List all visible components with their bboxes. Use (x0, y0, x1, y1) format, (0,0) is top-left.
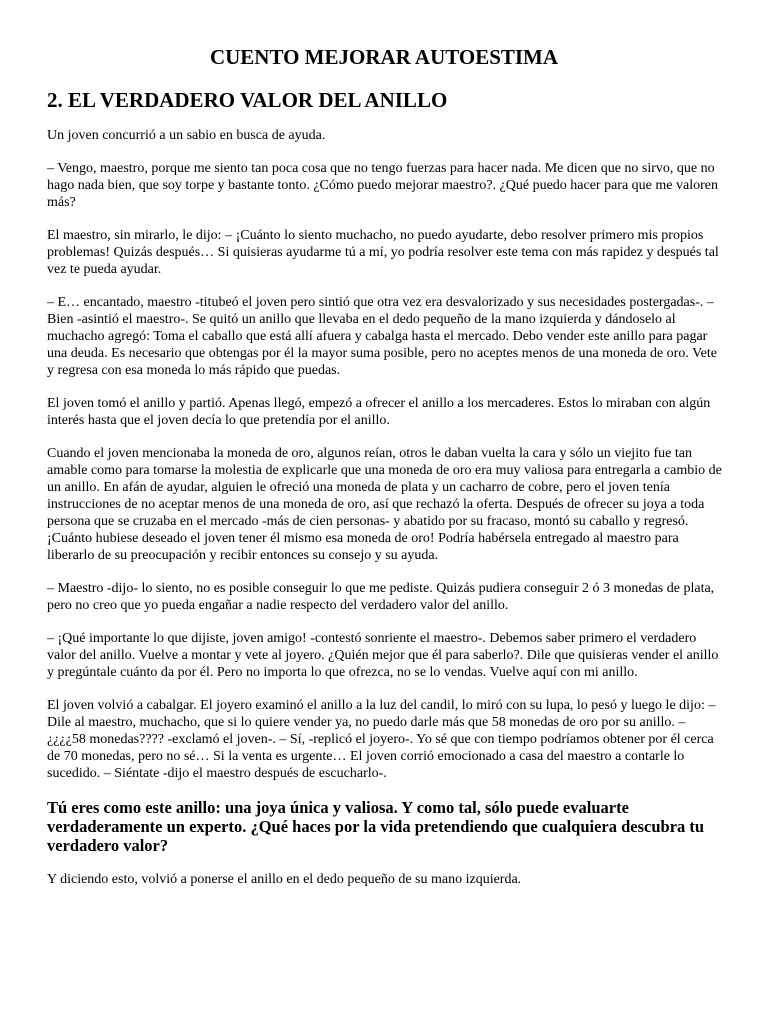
page-title: CUENTO MEJORAR AUTOESTIMA (209, 45, 559, 69)
story-paragraph: – ¡Qué importante lo que dijiste, joven amigo! -contestó sonriente el maestro-. Debemos saber primero el verdadero valor del anillo. Vuelve a montar y vete al joyero. ¿Quién mejor que él para saberlo?. Dile que quisieras vender el anillo y pregúntale cuánto da por él. Pero no importa lo que ofrezca, no se lo vendas. Vuelve aquí con mi anillo. (47, 631, 719, 680)
moral-paragraph: Tú eres como este anillo: una joya única y valiosa. Y como tal, sólo puede evaluarte verdaderamente un experto. ¿Qué haces por la vida pretendiendo que cualquiera descubra tu verdadero valor? (47, 798, 705, 855)
story-paragraph: Cuando el joven mencionaba la moneda de oro, algunos reían, otros le daban vuelta la cara y sólo un viejito fue tan amable como para tomarse la molestia de explicarle que una moneda de oro era muy valiosa para entregarla a cambio de un anillo. En afán de ayudar, alguien le ofreció una moneda de plata y un cacharro de cobre, pero el joven tenía instrucciones de no aceptar menos de una moneda de oro, así que rechazó la oferta. Después de ofrecer su joya a toda persona que se cruzaba en el mercado -más de cien personas- y abatido por su fracaso, montó su caballo y regresó. ¡Cuánto hubiese deseado el joven tener él mismo esa moneda de oro! Podría habérsela entregado al maestro para liberarlo de su preocupación y recibir entonces su consejo y su ayuda. (47, 446, 722, 563)
section-title: 2. EL VERDADERO VALOR DEL ANILLO (47, 88, 448, 112)
story-paragraph: El joven tomó el anillo y partió. Apenas llegó, empezó a ofrecer el anillo a los mercaderes. Estos lo miraban con algún interés hasta que el joven decía lo que pretendía por el anillo. (47, 396, 711, 428)
story-paragraph: El maestro, sin mirarlo, le dijo: – ¡Cuánto lo siento muchacho, no puedo ayudarte, debo resolver primero mis propios problemas! Quizás después… Si quisieras ayudarme tú a mí, yo podría resolver este tema con más rapidez y después tal vez te pueda ayudar. (47, 228, 719, 277)
story-body (47, 127, 727, 904)
story-paragraph: – Vengo, maestro, porque me siento tan poca cosa que no tengo fuerzas para hacer nada. Me dicen que no sirvo, que no hago nada bien, que soy torpe y bastante tonto. ¿Cómo puedo mejorar maestro?. ¿Qué puedo hacer para que me valoren más? (47, 161, 718, 210)
story-paragraph: El joven volvió a cabalgar. El joyero examinó el anillo a la luz del candil, lo miró con su lupa, lo pesó y luego le dijo: – Dile al maestro, muchacho, que si lo quiere vender ya, no puedo darle más que 58 monedas de oro por su anillo. – ¿¿¿¿58 monedas???? -exclamó el joven-. – Sí, -replicó el joyero-. Yo sé que con tiempo podríamos obtener por él cerca de 70 monedas, pero no sé… Si la venta es urgente… El joven corrió emocionado a casa del maestro a contarle lo sucedido. – Siéntate -dijo el maestro después de escucharlo-. (47, 698, 716, 781)
story-paragraph: Un joven concurrió a un sabio en busca de ayuda. (47, 128, 326, 143)
story-paragraph: – Maestro -dijo- lo siento, no es posible conseguir lo que me pediste. Quizás pudiera conseguir 2 ó 3 monedas de plata, pero no creo que yo pueda engañar a nadie respecto del verdadero valor del anillo. (47, 581, 715, 613)
story-paragraph: – E… encantado, maestro -titubeó el joven pero sintió que otra vez era desvalorizado y sus necesidades postergadas-. – Bien -asintió el maestro-. Se quitó un anillo que llevaba en el dedo pequeño de la mano izquierda y dándoselo al muchacho agregó: Toma el caballo que está allí afuera y cabalga hasta el mercado. Debo vender este anillo para pagar una deuda. Es necesario que obtengas por él la mayor suma posible, pero no aceptes menos de una moneda de oro. Vete y regresa con esa moneda lo más rápido que puedas. (47, 295, 717, 378)
closing-paragraph: Y diciendo esto, volvió a ponerse el anillo en el dedo pequeño de su mano izquierda. (47, 872, 522, 887)
